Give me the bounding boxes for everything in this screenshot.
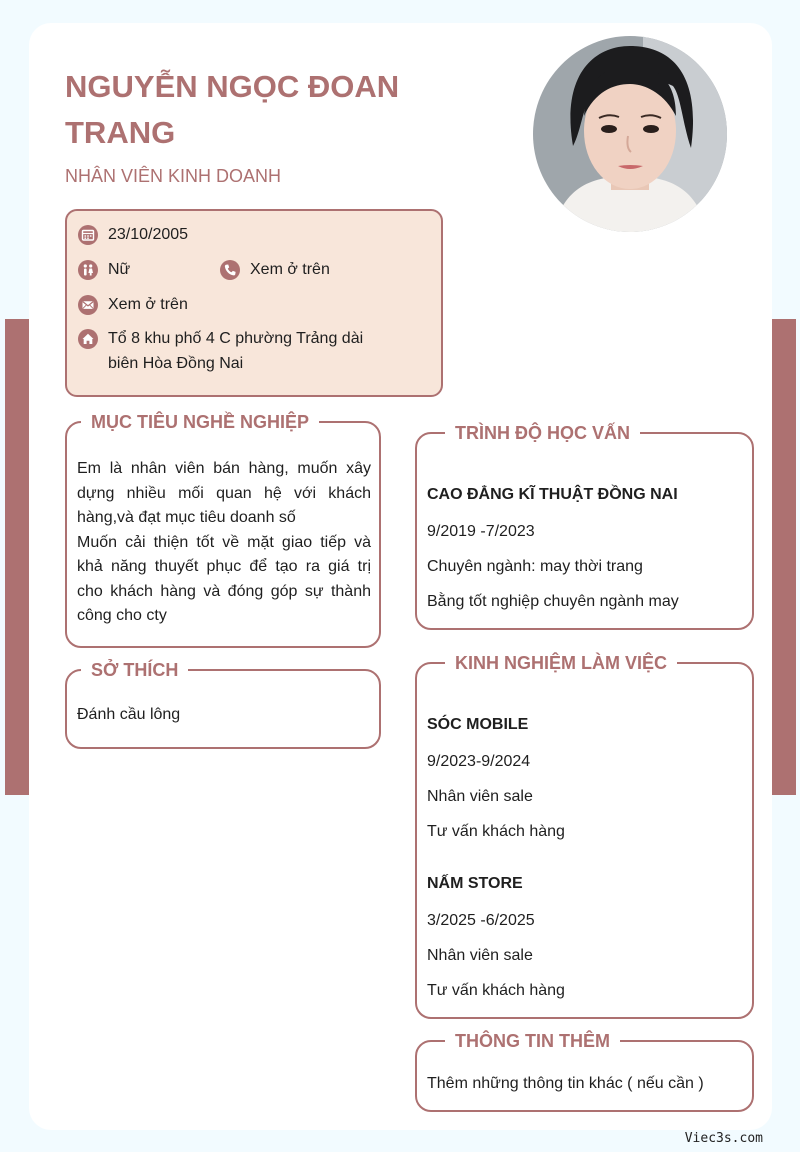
home-icon [78,329,98,349]
left-accent-bar [5,319,29,795]
work-experience-heading: KINH NGHIỆM LÀM VIỆC [445,651,677,675]
education-degree: Bằng tốt nghiệp chuyên ngành may [427,593,679,610]
additional-info-heading: THÔNG TIN THÊM [445,1029,620,1053]
job-role: Nhân viên sale [427,788,533,805]
job-role: Nhân viên sale [427,947,533,964]
education-period: 9/2019 -7/2023 [427,523,535,540]
phone-value: Xem ở trên [250,261,330,278]
birthday-row [78,224,188,247]
candidate-name: NGUYỄN NGỌC ĐOAN TRANG [65,69,400,150]
gender-row [78,259,130,282]
calendar-icon [78,225,98,245]
site-watermark: Viec3s.com [684,1131,763,1146]
birthday-value: 23/10/2005 [108,226,189,243]
job-company: NẤM STORE [427,875,523,892]
gender-value: Nữ [108,261,131,278]
right-accent-bar [772,319,796,795]
email-value: Xem ở trên [108,296,188,313]
phone-icon [220,260,240,280]
job-duty: Tư vấn khách hàng [427,982,565,999]
hobbies-section [65,660,381,749]
career-objective-section [65,412,381,648]
career-objective-heading: MỤC TIÊU NGHỀ NGHIỆP [81,410,319,434]
contact-info-box [65,209,443,397]
work-experience-section [415,653,754,1019]
objective-paragraph: Em là nhân viên bán hàng, muốn xây dựng nhiều mối quan hệ với khách hàng,và đạt mục tiêu doanh số [77,460,371,526]
profile-photo [533,36,727,232]
job-company: SÓC MOBILE [427,716,529,733]
job-period: 3/2025 -6/2025 [427,912,535,929]
phone-row [220,259,330,282]
hobbies-heading: SỞ THÍCH [81,658,188,682]
additional-info-section [415,1031,754,1112]
education-major: Chuyên ngành: may thời trang [427,558,643,575]
email-icon [78,295,98,315]
hobby-item: Đánh cầu lông [77,706,181,723]
address-row [78,328,378,376]
education-heading: TRÌNH ĐỘ HỌC VẤN [445,421,640,445]
gender-icon [78,260,98,280]
career-objective-text [77,457,371,629]
job-title: NHÂN VIÊN KINH DOANH [65,166,282,186]
education-school: CAO ĐẲNG KĨ THUẬT ĐỒNG NAI [427,486,678,503]
objective-paragraph: Muốn cải thiện tốt về mặt giao tiếp và khả năng thuyết phục để tạo ra giá trị cho khách hàng và đóng góp sự thành công cho cty [77,533,371,624]
additional-info-text: Thêm những thông tin khác ( nếu cần ) [427,1075,704,1092]
address-value: Tổ 8 khu phố 4 C phường Trảng dài biên Hòa Đồng Nai [108,330,364,372]
education-section [415,423,754,630]
job-duty: Tư vấn khách hàng [427,823,565,840]
job-period: 9/2023-9/2024 [427,753,531,770]
email-row [78,294,188,317]
